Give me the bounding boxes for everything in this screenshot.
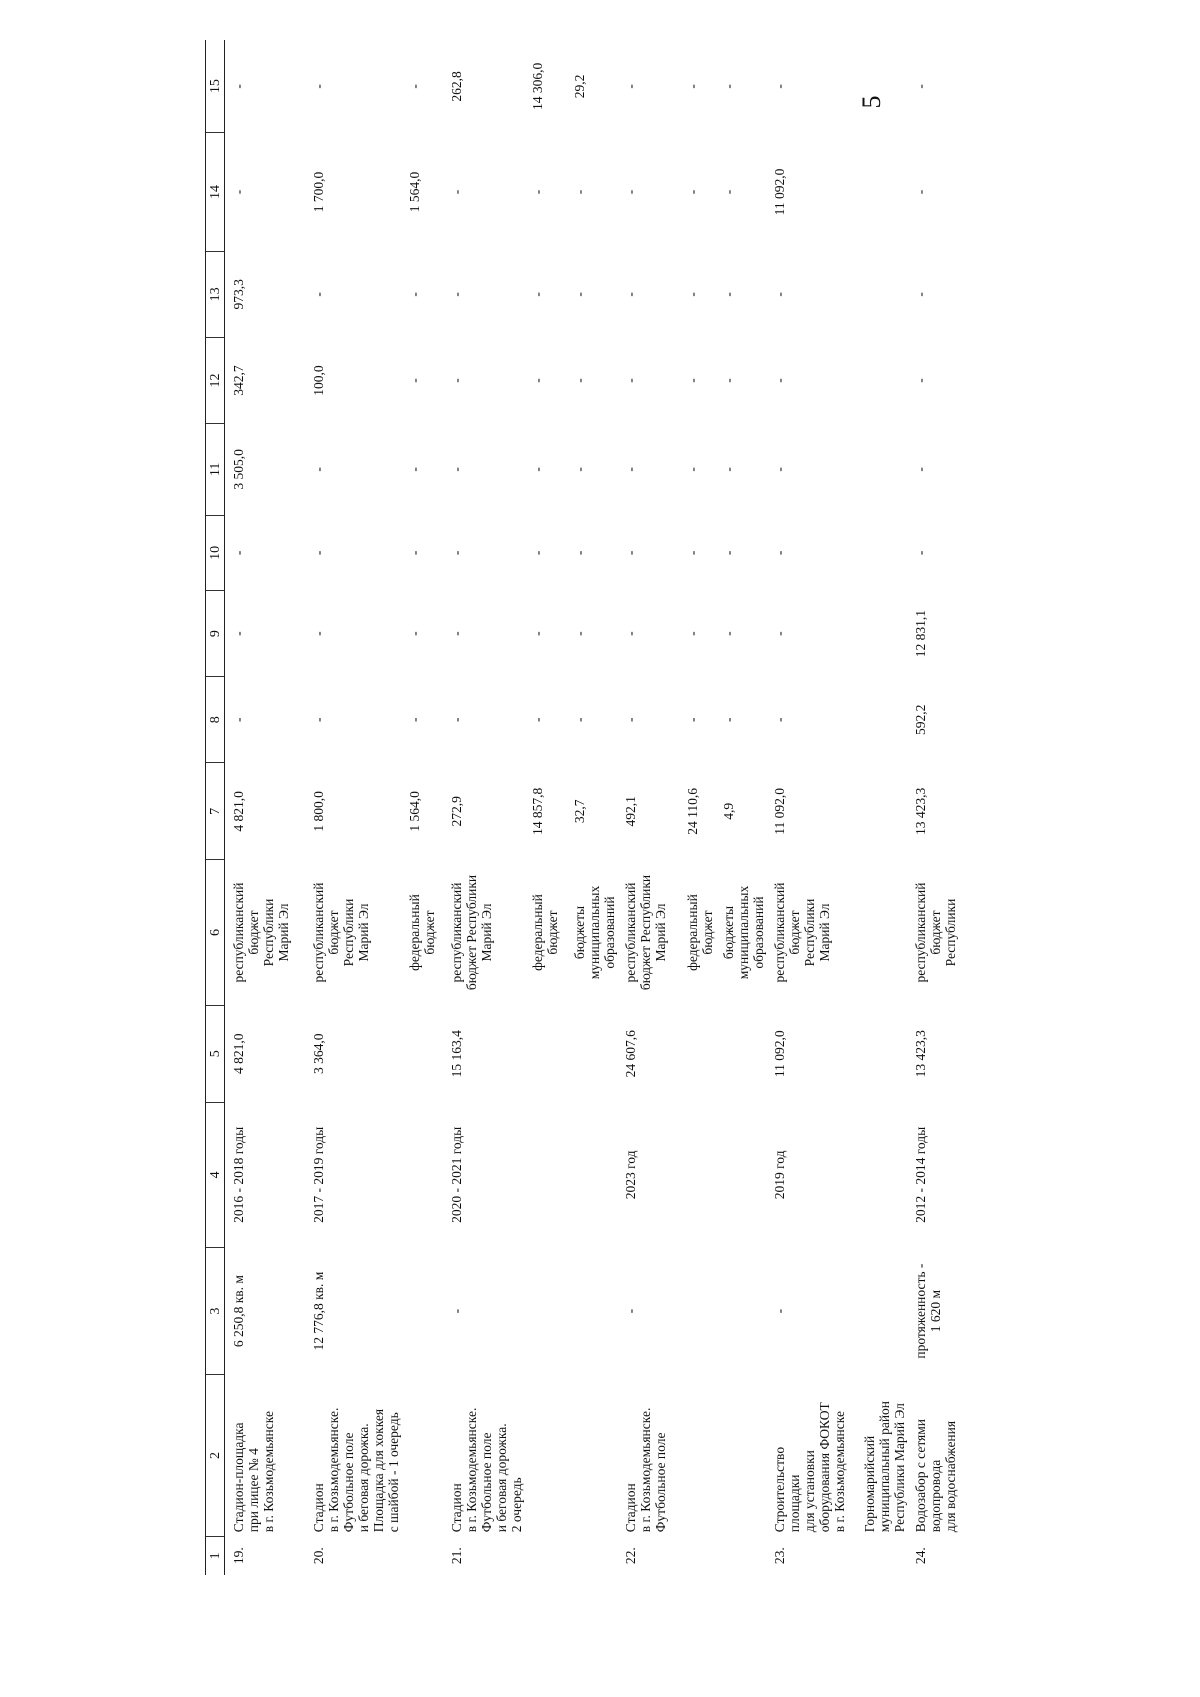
- period-cell: 2012 - 2014 годы: [912, 1126, 928, 1223]
- value-col-14: 1 700,0: [310, 171, 326, 213]
- object-name: Водозабор с сетями водопровода для водоснабжения: [912, 1418, 958, 1533]
- value-col-15: 29,2: [571, 74, 587, 99]
- period-cell: [679, 1102, 715, 1247]
- value-col-14: -: [684, 189, 700, 195]
- value-col-12: -: [684, 378, 700, 383]
- object-name: [524, 1375, 566, 1537]
- value-col-7: 1 564,0: [406, 791, 422, 832]
- object-name: Стадион-площадка при лицее № 4 в г. Козьмодемьянске: [231, 1411, 276, 1533]
- value-col-11: 3 505,0: [231, 449, 246, 490]
- table-row: [679, 40, 715, 1575]
- value-col-13: -: [720, 292, 736, 297]
- value-col-9: -: [622, 631, 638, 636]
- value-col-8: -: [684, 717, 700, 723]
- table-row: [401, 40, 443, 1575]
- column-header: 4: [206, 1102, 225, 1247]
- value-col-10: -: [720, 550, 736, 556]
- value-col-10: -: [912, 550, 928, 556]
- value-col-10: -: [571, 550, 587, 556]
- value-col-7: 13 423,3: [912, 787, 928, 835]
- value-col-11: -: [720, 467, 736, 472]
- value-col-13: -: [622, 292, 638, 297]
- value-col-10: -: [406, 550, 422, 556]
- row-number: 22.: [622, 1547, 638, 1565]
- value-col-15: -: [406, 84, 422, 89]
- column-header: 3: [206, 1248, 225, 1375]
- funding-source: республиканский бюджет Республики: [912, 882, 958, 983]
- value-col-15: -: [310, 84, 326, 89]
- funding-source: республиканский бюджет Республики Марий Эл: [622, 874, 668, 991]
- value-col-11: -: [448, 467, 464, 472]
- value-col-15: 14 306,0: [529, 62, 545, 111]
- value-col-12: -: [720, 378, 736, 383]
- value-col-10: -: [684, 550, 700, 556]
- value-col-13: -: [571, 292, 587, 297]
- value-col-14: -: [448, 189, 464, 195]
- value-col-9: -: [684, 631, 700, 636]
- object-name: [401, 1375, 443, 1537]
- estimated-cost-cell: 4 821,0: [231, 1033, 246, 1074]
- estimated-cost-cell: [524, 1005, 566, 1102]
- value-col-12: -: [622, 378, 638, 383]
- value-col-12: -: [448, 378, 464, 383]
- table-row: [907, 40, 967, 1575]
- value-col-7: 1 800,0: [310, 791, 326, 832]
- row-number: 21.: [448, 1547, 464, 1565]
- value-col-9: -: [720, 631, 736, 636]
- value-col-13: -: [448, 292, 464, 297]
- budget-table-rotated: [205, 40, 1040, 1575]
- value-col-12: -: [529, 378, 545, 383]
- value-col-10: -: [771, 550, 787, 556]
- value-col-12: 100,0: [310, 365, 326, 396]
- value-col-7: 32,7: [571, 799, 587, 824]
- estimated-cost-cell: [401, 1005, 443, 1102]
- value-col-9: -: [571, 631, 587, 636]
- funding-source: федеральный бюджет: [684, 894, 715, 971]
- value-col-7: 4,9: [720, 802, 736, 820]
- value-col-8: 592,2: [912, 704, 928, 735]
- value-col-13: -: [310, 292, 326, 297]
- value-col-8: -: [310, 717, 326, 723]
- row-number: [715, 1536, 766, 1575]
- value-col-10: -: [231, 550, 246, 556]
- value-col-14: -: [720, 189, 736, 195]
- value-col-15: -: [771, 84, 787, 89]
- period-cell: [566, 1102, 617, 1247]
- value-col-11: -: [406, 467, 422, 472]
- value-col-10: -: [529, 550, 545, 556]
- value-col-9: -: [529, 631, 545, 636]
- value-col-14: -: [912, 189, 928, 195]
- value-col-8: -: [622, 717, 638, 723]
- column-header: 7: [206, 763, 225, 860]
- value-col-13: -: [406, 292, 422, 297]
- capacity-cell: [715, 1248, 766, 1375]
- object-name: [715, 1375, 766, 1537]
- value-col-13: -: [912, 292, 928, 297]
- value-col-12: -: [771, 378, 787, 383]
- value-col-15: -: [912, 84, 928, 89]
- value-col-9: -: [231, 631, 246, 636]
- column-header: 9: [206, 591, 225, 677]
- value-col-7: 11 092,0: [771, 787, 787, 835]
- period-cell: [715, 1102, 766, 1247]
- column-header: 6: [206, 860, 225, 1005]
- value-col-10: -: [622, 550, 638, 556]
- value-col-15: -: [231, 84, 246, 89]
- value-col-8: -: [231, 717, 246, 723]
- column-header: 14: [206, 133, 225, 251]
- estimated-cost-cell: 24 607,6: [622, 1030, 638, 1078]
- estimated-cost-cell: 11 092,0: [771, 1030, 787, 1078]
- column-header: 2: [206, 1375, 225, 1537]
- value-col-15: -: [622, 84, 638, 89]
- funding-source: бюджеты муниципальных образований: [571, 885, 617, 980]
- table-row: [305, 40, 401, 1575]
- value-col-14: 1 564,0: [406, 171, 422, 213]
- value-col-13: 973,3: [231, 279, 246, 310]
- column-header: 5: [206, 1005, 225, 1102]
- capacity-cell: [401, 1248, 443, 1375]
- capacity-cell: протяженность - 1 620 м: [912, 1263, 943, 1359]
- capacity-cell: 6 250,8 кв. м: [231, 1275, 246, 1348]
- value-col-12: -: [912, 378, 928, 383]
- row-number: 23.: [771, 1547, 787, 1565]
- value-col-8: -: [771, 717, 787, 723]
- period-cell: 2017 - 2019 годы: [310, 1126, 326, 1223]
- capacity-cell: [566, 1248, 617, 1375]
- value-col-15: 262,8: [448, 71, 464, 102]
- object-name: [566, 1375, 617, 1537]
- value-col-12: 342,7: [231, 365, 246, 396]
- value-col-11: -: [571, 467, 587, 472]
- object-name: Стадион в г. Козьмодемьянске. Футбольное поле и беговая дорожка. Площадка для хоккея с шайбой - 1 очередь: [310, 1407, 401, 1533]
- period-cell: 2020 - 2021 годы: [448, 1126, 464, 1223]
- estimated-cost-cell: [679, 1005, 715, 1102]
- header-row: [206, 40, 225, 1575]
- estimated-cost-cell: 3 364,0: [310, 1033, 326, 1074]
- period-cell: 2023 год: [622, 1150, 638, 1200]
- column-header: 15: [206, 40, 225, 133]
- object-name: [679, 1375, 715, 1537]
- value-col-8: -: [571, 717, 587, 723]
- funding-source: федеральный бюджет: [529, 894, 560, 971]
- row-number: 24.: [912, 1547, 928, 1565]
- value-col-11: -: [622, 467, 638, 472]
- value-col-10: -: [448, 550, 464, 556]
- value-col-12: -: [571, 378, 587, 383]
- table-row: [617, 40, 679, 1575]
- funding-source: республиканский бюджет Республики Марий Эл: [231, 882, 291, 983]
- value-col-13: -: [771, 292, 787, 297]
- value-col-7: 14 857,8: [529, 787, 545, 835]
- table-row: [566, 40, 617, 1575]
- value-col-11: -: [310, 467, 326, 472]
- column-header: 8: [206, 677, 225, 763]
- funding-source: республиканский бюджет Республики Марий Эл: [310, 882, 371, 983]
- budget-table: [205, 40, 967, 1575]
- value-col-15: -: [720, 84, 736, 89]
- table-row: [524, 40, 566, 1575]
- funding-source: республиканский бюджет Республики Марий Эл: [771, 882, 832, 983]
- column-header: 11: [206, 424, 225, 516]
- estimated-cost-cell: 13 423,3: [912, 1030, 928, 1078]
- estimated-cost-cell: [566, 1005, 617, 1102]
- value-col-7: 4 821,0: [231, 791, 246, 832]
- capacity-cell: -: [771, 1308, 787, 1314]
- value-col-13: -: [529, 292, 545, 297]
- row-number: 19.: [231, 1547, 246, 1565]
- table-row: [443, 40, 524, 1575]
- object-name: Строительство площадки для установки оборудования ФОКОТ в г. Козьмодемьянске Горномарийский муниципальный район Республики Марий Эл: [771, 1400, 907, 1533]
- funding-source: федеральный бюджет: [406, 894, 437, 971]
- value-col-8: -: [448, 717, 464, 723]
- value-col-11: -: [771, 467, 787, 472]
- row-number: [524, 1536, 566, 1575]
- row-number: [401, 1536, 443, 1575]
- value-col-15: -: [684, 84, 700, 89]
- table-row: [715, 40, 766, 1575]
- value-col-9: -: [448, 631, 464, 636]
- value-col-11: -: [912, 467, 928, 472]
- capacity-cell: -: [622, 1308, 638, 1314]
- value-col-8: -: [720, 717, 736, 723]
- value-col-12: -: [406, 378, 422, 383]
- funding-source: бюджеты муниципальных образований: [720, 885, 766, 980]
- column-header: 13: [206, 251, 225, 337]
- object-name: Стадион в г. Козьмодемьянске. Футбольное поле: [622, 1407, 668, 1533]
- period-cell: 2019 год: [771, 1150, 787, 1200]
- capacity-cell: [524, 1248, 566, 1375]
- value-col-7: 492,1: [622, 796, 638, 827]
- value-col-11: -: [529, 467, 545, 472]
- value-col-10: -: [310, 550, 326, 556]
- estimated-cost-cell: 15 163,4: [448, 1030, 464, 1078]
- column-header: 10: [206, 515, 225, 590]
- value-col-14: -: [622, 189, 638, 195]
- value-col-14: -: [529, 189, 545, 195]
- period-cell: 2016 - 2018 годы: [231, 1126, 246, 1223]
- row-number: [679, 1536, 715, 1575]
- table-row: [766, 40, 907, 1575]
- table-row: [225, 40, 305, 1575]
- period-cell: [401, 1102, 443, 1247]
- value-col-8: -: [406, 717, 422, 723]
- value-col-9: -: [771, 631, 787, 636]
- table-body: [225, 40, 967, 1575]
- column-header: 12: [206, 337, 225, 423]
- estimated-cost-cell: [715, 1005, 766, 1102]
- value-col-11: -: [684, 467, 700, 472]
- funding-source: республиканский бюджет Республики Марий Эл: [448, 874, 494, 991]
- capacity-cell: -: [448, 1308, 464, 1314]
- value-col-9: 12 831,1: [912, 610, 928, 658]
- value-col-7: 24 110,6: [684, 787, 700, 835]
- period-cell: [524, 1102, 566, 1247]
- value-col-8: -: [529, 717, 545, 723]
- row-number: 20.: [310, 1547, 326, 1565]
- value-col-14: -: [571, 189, 587, 195]
- page-number: 5: [857, 95, 886, 109]
- value-col-14: 11 092,0: [771, 168, 787, 216]
- value-col-13: -: [684, 292, 700, 297]
- value-col-7: 272,9: [448, 796, 464, 827]
- object-name: Стадион в г. Козьмодемьянске. Футбольное поле и беговая дорожка. 2 очередь: [448, 1407, 524, 1533]
- capacity-cell: [679, 1248, 715, 1375]
- value-col-14: -: [231, 189, 246, 195]
- column-header: 1: [206, 1536, 225, 1575]
- capacity-cell: 12 776,8 кв. м: [310, 1271, 326, 1351]
- value-col-9: -: [406, 631, 422, 636]
- value-col-9: -: [310, 631, 326, 636]
- row-number: [566, 1536, 617, 1575]
